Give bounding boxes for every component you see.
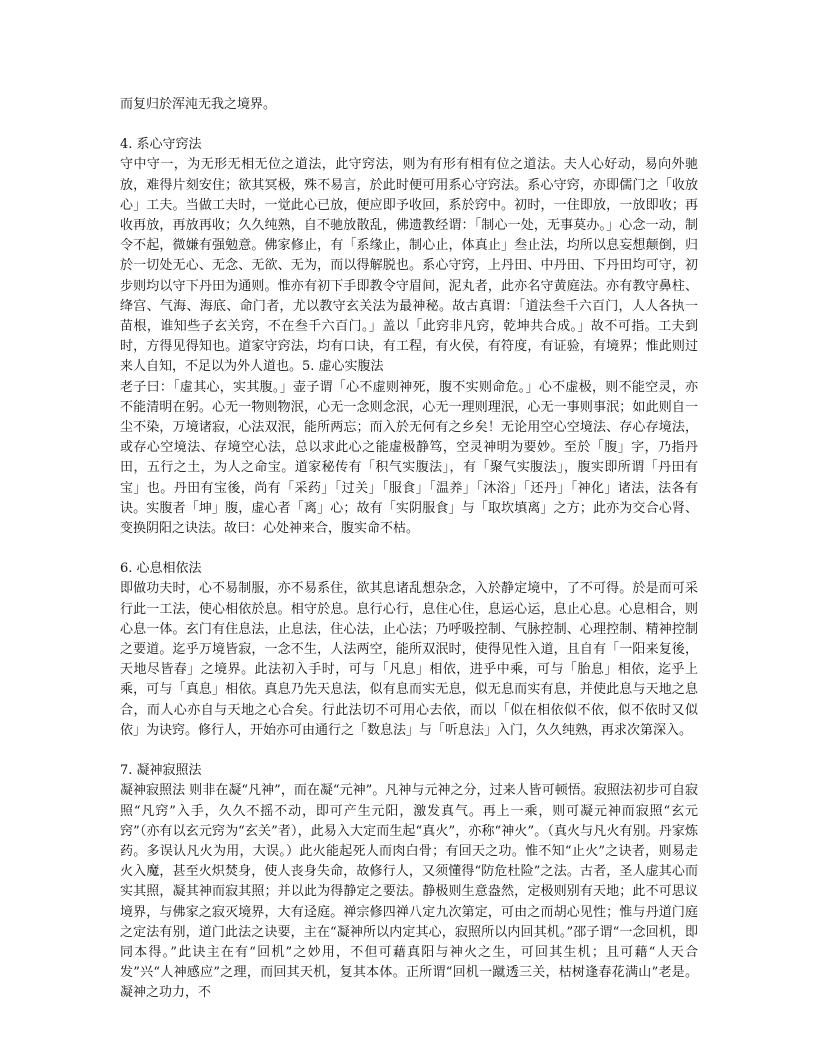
- intro-line: 而复归於浑沌无我之境界。: [120, 97, 277, 112]
- section-body-5: 老子曰：「虚其心，实其腹。」壶子谓「心不虚则神死，腹不实则命危。」心不虚极，则不能空灵，亦不能清明在躬。心无一物则物泯，心无一念则念泯，心无一理则理泯，心无一事则事泯；如此则自一尘不染，万境诸寂，心法双泯，能所两忘；而入於无何有之乡矣！无论用空心空境法、存心存境法，或存心空境法、存境空心法，总以求此心之能虚极静笃，空灵神明为要妙。至於「腹」字，乃指丹田，五行之土，为人之命宝。道家秘传有「积气实腹法」，有「聚气实腹法」，腹实即所谓「丹田有宝」也。丹田有宝後，尚有「采药」「过关」「服食」「温养」「沐浴」「还丹」「神化」诸法，法各有诀。实腹者「坤」腹，虚心者「离」心；故有「实阴服食」与「取坎填离」之方；此亦为交合心肾、变换阴阳之诀法。故曰：心处神来合，腹实命不枯。: [120, 379, 698, 537]
- section-heading-4: 4. 系心守窍法: [120, 137, 202, 153]
- section-body-7: 凝神寂照法 则非在凝“凡神”，而在凝“元神”。凡神与元神之分，过来人皆可顿悟。寂照法初步可自寂照“凡窍”入手，久久不摇不动，即可产生元阳，激发真气。再上一乘，则可凝元神而寂照“玄元窍”（亦有以玄元窍为“玄关”者），此易入大定而生起“真火”，亦称“神火”。（真火与凡火有别。丹家炼药。多误认凡火为用，大误。）此火能起死人而肉白骨；有回天之功。惟不知“止火”之诀者，则易走火入魔，甚至火炽焚身，使人丧身失命，故修行人，又须懂得“防危杜险”之法。古者，圣人虚其心而实其照，凝其神而寂其照；并以此为得静定之要法。静极则生意盎然，定极则别有天地；此不可思议境界，与佛家之寂灭境界，大有迳庭。禅宗修四禅八定九次第定，可由之而胡心见性；惟与丹道门庭之定法有别，道门此法之诀要，主在“凝神所以内定其心，寂照所以内回其机。”邵子谓“一念回机，即同本得。”此诀主在有“回机”之妙用，不但可藉真阳与神火之生，可回其生机；且可藉“人天合发”兴“人神感应”之理，而回其天机，复其本体。正所谓“回机一蹴透三关，枯树逢春花满山”老是。凝神之功力，不: [120, 783, 698, 1001]
- paragraph-gap: [120, 115, 698, 135]
- document-page: [120, 95, 698, 1004]
- paragraph-gap: [120, 741, 698, 761]
- section-body-4: 守中守一，为无形无相无位之道法，此守窍法，则为有形有相有位之道法。夫人心好动，易向外驰放，难得片刻安住；欲其冥极，殊不易言，於此时便可用系心守窍法。系心守窍，亦即儒门之「收放心」工夫。当做工夫时，一觉此心已放，便应即予收回，系於窍中。初时，一住即放，一放即收；再收再放，再放再收；久久纯熟，自不驰放散乱，佛遗教经谓：「制心一处，无事莫办。」心念一动，制令不起，微嫌有强勉意。佛家修止，有「系缘止，制心止，体真止」叁止法，均所以息妄想颠倒，归於一切处无心、无念、无欲、无为，而以得解脱也。系心守窍，上丹田、中丹田、下丹田均可守，初步则均以守下丹田为通则。惟亦有初下手即教令守眉间，泥丸者，此亦名守黄庭法。亦有教守鼻柱、绛宫、气海、海底、命门者，尤以教守玄关法为最神秘。故古真谓：「道法叁千六百门，人人各执一苗根，谁知些子玄关窍，不在叁千六百门。」盖以「此窍非凡窍，乾坤共合成。」故不可指。工夫到时，方得见得知也。道家守窍法，均有口诀，有工程，有火侯，有符度，有证验，有境界；惟此则过来人自知，不足以为外人道也。5. 虚心实腹法: [120, 157, 698, 375]
- paragraph-gap: [120, 539, 698, 559]
- section-heading-6: 6. 心息相依法: [120, 561, 202, 577]
- section-heading-7: 7. 凝神寂照法: [120, 763, 202, 779]
- section-body-6: 即做功夫时，心不易制服，亦不易系住，欲其息诸乱想杂念，入於静定境中，了不可得。於是而可采行此一工法，使心相依於息。相守於息。息行心行，息住心住，息运心运，息止心息。心息相合，则心息一体。玄门有住息法，止息法，住心法，止心法；乃呼吸控制、气脉控制、心理控制、精神控制之要道。迄乎万境皆寂，一念不生，人法两空，能所双泯时，使得见性入道，且自有「一阳来复後，天地尽皆春」之境界。此法初入手时，可与「凡息」相依，进乎中乘，可与「胎息」相依，迄乎上乘，可与「真息」相依。真息乃先天息法，似有息而实无息，似无息而实有息，并使此息与天地之息合，而人心亦自与天地之心合矣。行此法切不可用心去依，而以「似在相依似不依，似不依时又似依」为诀窍。修行人，开始亦可由通行之「数息法」与「听息法」入门，久久纯熟，再求次第深入。: [120, 581, 698, 738]
